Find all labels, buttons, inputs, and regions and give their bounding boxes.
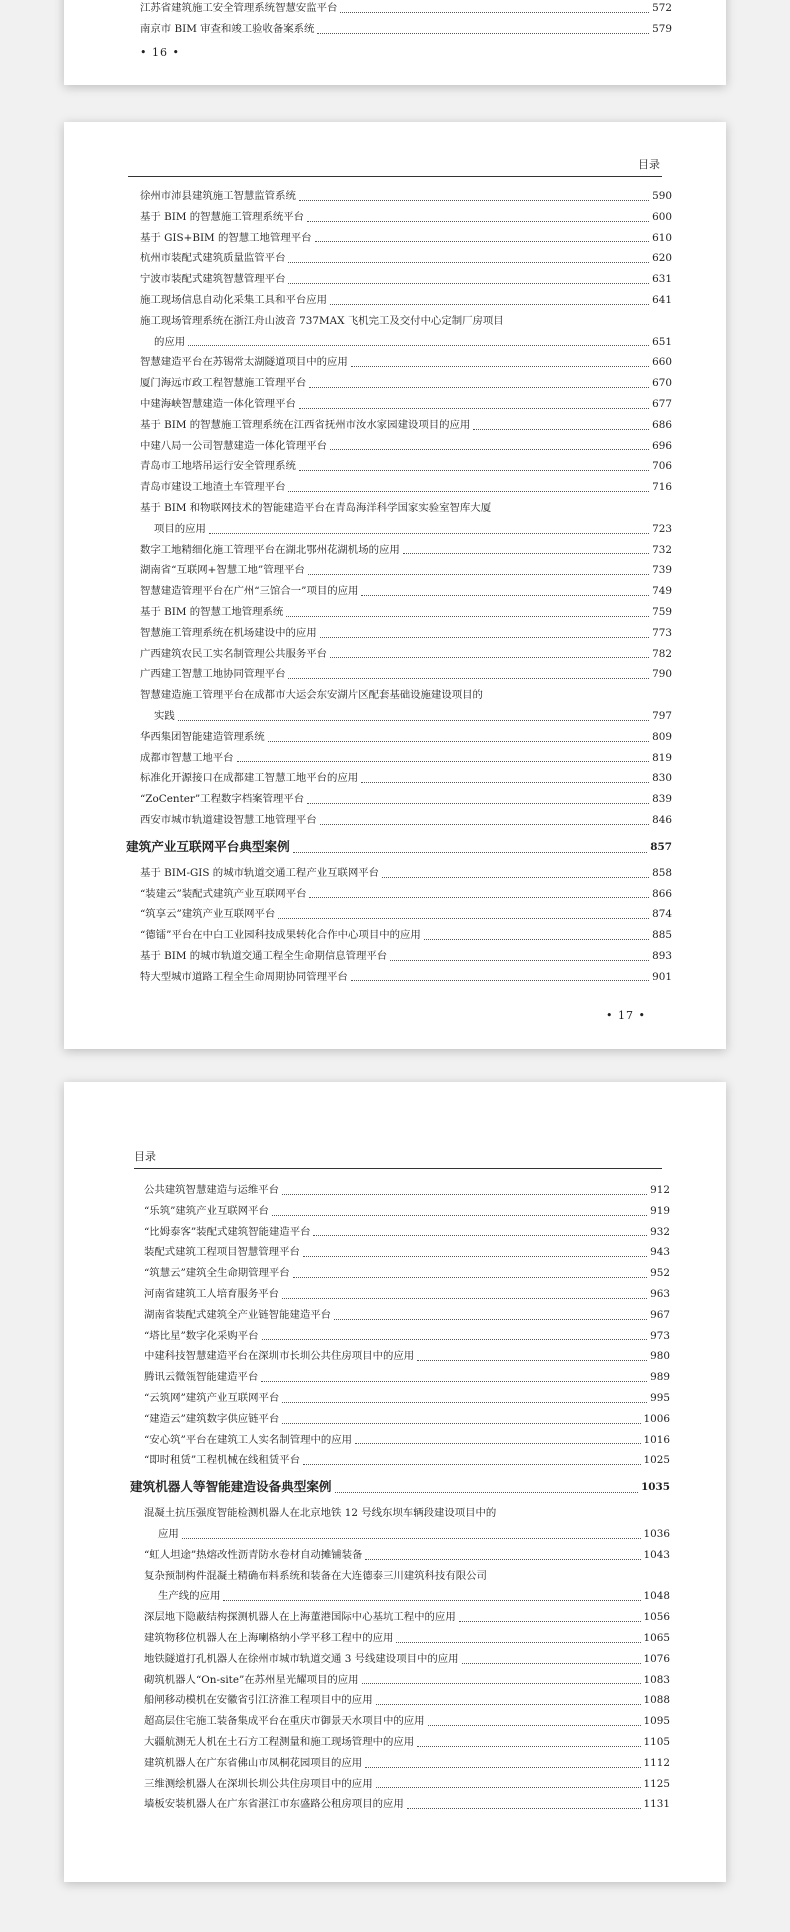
toc-entry-title: 应用	[158, 1527, 179, 1540]
dot-leader	[417, 1360, 647, 1361]
toc-entry	[140, 394, 672, 415]
toc-entry-title: 墙板安装机器人在广东省湛江市东盛路公租房项目的应用	[144, 1798, 404, 1811]
toc-entry-title: 建筑机器人等智能建造设备典型案例	[130, 1479, 332, 1495]
dot-leader	[355, 1443, 641, 1444]
toc-entry	[144, 1180, 670, 1201]
dot-leader	[361, 595, 649, 596]
toc-entry-title: 徐州市沛县建筑施工智慧监管系统	[140, 190, 296, 202]
toc-entry	[140, 727, 672, 748]
toc-entry	[144, 1242, 670, 1263]
toc-entry-page: 1112	[643, 1756, 670, 1769]
toc-entry	[144, 1409, 670, 1430]
toc-entry-title: 基于 BIM 的城市轨道交通工程全生命期信息管理平台	[140, 949, 388, 962]
dot-leader	[309, 897, 649, 898]
toc-page-16	[64, 0, 726, 85]
toc-entry-title: 数字工地精细化施工管理平台在湖北鄂州花湖机场的应用	[140, 543, 400, 556]
toc-entry-page: 973	[650, 1329, 670, 1342]
toc-entry-title: 装配式建筑工程项目智慧管理平台	[144, 1246, 300, 1259]
toc-entry	[144, 1794, 670, 1815]
toc-entry-title: 成都市智慧工地平台	[140, 751, 234, 764]
toc-entry	[140, 498, 672, 519]
dot-leader	[282, 1194, 647, 1195]
dot-leader	[351, 366, 649, 367]
dot-leader	[178, 720, 649, 721]
toc-entry	[144, 1388, 670, 1409]
toc-entry-title: “比姆泰客”装配式建筑智能建造平台	[144, 1225, 311, 1238]
toc-entry-page: 846	[652, 813, 672, 826]
toc-entry-title: 基于 BIM 的智慧施工管理系统平台	[140, 210, 305, 223]
toc-entry-title: 广西建筑农民工实名制管理公共服务平台	[140, 647, 328, 660]
toc-entry	[144, 1503, 670, 1524]
dot-leader	[351, 980, 649, 981]
toc-entry-title: “乐筑”建筑产业互联网平台	[144, 1204, 269, 1217]
toc-entry-title: “ZoCenter”工程数字档案管理平台	[140, 793, 305, 806]
toc-entry-title: “虹人坦途”热熔改性沥青防水卷材自动摊铺装备	[144, 1548, 363, 1561]
dot-leader	[237, 761, 650, 762]
toc-entry-page: 1105	[643, 1735, 670, 1748]
toc-entry-title: 中建海峡智慧建造一体化管理平台	[140, 397, 296, 410]
toc-entry-page: 963	[650, 1287, 670, 1300]
toc-entry-page: 995	[650, 1391, 670, 1404]
dot-leader	[182, 1538, 641, 1539]
toc-entry	[144, 1284, 670, 1305]
dot-leader	[188, 345, 649, 346]
toc-entry-page: 1125	[643, 1777, 670, 1790]
dot-leader	[320, 637, 650, 638]
toc-entry-page: 1088	[643, 1694, 670, 1707]
toc-entry-title: 大疆航测无人机在土石方工程测量和施工现场管理中的应用	[144, 1735, 415, 1748]
toc-entry-page: 773	[652, 626, 672, 639]
dot-leader	[278, 918, 649, 919]
dot-leader	[313, 1235, 647, 1236]
dot-leader	[288, 262, 649, 263]
toc-entry-title: 实践	[154, 709, 175, 722]
dot-leader	[282, 1423, 640, 1424]
toc-entry-page: 1131	[643, 1798, 670, 1811]
toc-entry-title: 基于 BIM 的智慧工地管理系统	[140, 605, 284, 618]
toc-entry	[140, 685, 672, 706]
toc-entry-title: 特大型城市道路工程全生命周期协同管理平台	[140, 970, 348, 983]
toc-entry-page: 790	[652, 668, 672, 681]
dot-leader	[340, 12, 649, 13]
toc-entry-page: 858	[652, 866, 672, 879]
toc-entry-page: 912	[650, 1184, 670, 1196]
dot-leader	[403, 553, 649, 554]
toc-entry-title: 江苏省建筑施工安全管理系统智慧安监平台	[140, 2, 338, 14]
toc-entry-title: 湖南省装配式建筑全产业链智能建造平台	[144, 1308, 332, 1321]
running-header: 目录	[638, 158, 660, 171]
toc-entry	[140, 352, 672, 373]
toc-entry-page: 706	[652, 460, 672, 473]
toc-entry-page: 1065	[643, 1631, 670, 1644]
toc-entry	[140, 768, 672, 789]
dot-leader	[223, 1600, 640, 1601]
toc-entry	[144, 1222, 670, 1243]
toc-entry-title: 腾讯云微瓴智能建造平台	[144, 1371, 259, 1384]
toc-entry-title: 船闸移动模机在安徽省引江济淮工程项目中的应用	[144, 1694, 373, 1707]
toc-entry-title: 基于 BIM-GIS 的城市轨道交通工程产业互联网平台	[140, 866, 380, 879]
dot-leader	[288, 491, 649, 492]
toc-entry	[144, 1545, 670, 1566]
toc-entry-title: 智慧建造平台在苏锡常太湖隧道项目中的应用	[140, 356, 348, 369]
toc-entry	[140, 664, 672, 685]
toc-entry-title: 广西建工智慧工地协同管理平台	[140, 668, 286, 681]
dot-leader	[282, 1402, 647, 1403]
toc-entry-title: 建筑产业互联网平台典型案例	[126, 838, 290, 854]
toc-entry-page: 866	[652, 887, 672, 900]
toc-entry-page: 989	[650, 1371, 670, 1384]
toc-entry-page: 1048	[643, 1590, 670, 1603]
dot-leader	[396, 1642, 640, 1643]
toc-entry-page: 600	[652, 210, 672, 223]
toc-entry-title: 砌筑机器人“On-site”在苏州星光耀项目的应用	[144, 1673, 359, 1686]
toc-entry-page: 610	[652, 231, 672, 244]
toc-section-heading	[126, 833, 672, 861]
toc-entry-page: 919	[650, 1204, 670, 1217]
dot-leader	[307, 221, 649, 222]
toc-entry-page: 579	[652, 22, 672, 35]
toc-entry	[140, 789, 672, 810]
toc-entry-page: 1036	[643, 1527, 670, 1540]
dot-leader	[330, 657, 649, 658]
toc-entry-title: 超高层住宅施工装备集成平台在重庆市御景天水项目中的应用	[144, 1715, 425, 1728]
toc-entry-page: 686	[652, 418, 672, 431]
toc-entry	[144, 1450, 670, 1471]
toc-entry-page: 716	[652, 481, 672, 494]
dot-leader	[303, 1256, 647, 1257]
dot-leader	[308, 574, 649, 575]
toc-entry-page: 809	[652, 730, 672, 743]
toc-entry-page: 839	[652, 793, 672, 806]
dot-leader	[309, 387, 649, 388]
dot-leader	[462, 1663, 641, 1664]
toc-entry-title: 南京市 BIM 审查和竣工验收备案系统	[140, 22, 315, 35]
toc-entry	[144, 1263, 670, 1284]
header-rule	[134, 1168, 662, 1169]
toc-entry-title: 杭州市装配式建筑质量监管平台	[140, 252, 286, 265]
dot-leader	[417, 1746, 640, 1747]
toc-entry-page: 980	[650, 1350, 670, 1363]
toc-entry-page: 901	[652, 970, 672, 983]
toc-entry	[144, 1690, 670, 1711]
toc-entry-page: 1025	[643, 1454, 670, 1467]
toc-entry	[140, 925, 672, 946]
toc-entry-page: 797	[652, 709, 672, 722]
toc-entry	[140, 560, 672, 581]
toc-entry	[144, 1524, 670, 1545]
toc-entry	[140, 0, 672, 19]
toc-entry-page: 932	[650, 1225, 670, 1238]
toc-entry	[144, 1711, 670, 1732]
toc-entry-page: 1035	[641, 1481, 670, 1494]
dot-leader	[459, 1621, 641, 1622]
toc-entry-page: 857	[650, 840, 672, 853]
toc-list	[140, 0, 672, 40]
toc-entry	[140, 581, 672, 602]
toc-entry-page: 819	[652, 751, 672, 764]
toc-entry-page: 967	[650, 1308, 670, 1321]
toc-entry-page: 732	[652, 543, 672, 556]
toc-entry-page: 1006	[643, 1412, 670, 1425]
dot-leader	[282, 1298, 647, 1299]
toc-entry-title: 华西集团智能建造管理系统	[140, 730, 265, 743]
dot-leader	[303, 1464, 640, 1465]
toc-entry	[144, 1670, 670, 1691]
dot-leader	[272, 1215, 647, 1216]
dot-leader	[307, 803, 649, 804]
toc-entry	[140, 19, 672, 40]
dot-leader	[317, 33, 649, 34]
dot-leader	[330, 304, 649, 305]
toc-entry-page: 759	[652, 605, 672, 618]
toc-entry	[144, 1346, 670, 1367]
toc-entry-page: 885	[652, 929, 672, 942]
toc-entry-title: 生产线的应用	[158, 1590, 221, 1603]
toc-entry-title: 智慧建造施工管理平台在成都市大运会东安湖片区配套基础设施建设项目的	[140, 689, 483, 702]
toc-entry-title: “筑慧云”建筑全生命期管理平台	[144, 1267, 290, 1280]
toc-list	[130, 1180, 670, 1815]
toc-entry	[144, 1305, 670, 1326]
toc-entry-title: “云筑网”建筑产业互联网平台	[144, 1391, 280, 1404]
toc-entry-title: 深层地下隐蔽结构探测机器人在上海董港国际中心基坑工程中的应用	[144, 1611, 456, 1624]
toc-entry-title: 河南省建筑工人培育服务平台	[144, 1287, 280, 1300]
dot-leader	[330, 449, 649, 450]
dot-leader	[335, 1492, 639, 1493]
toc-entry-title: 复杂预制构件混凝土精确布料系统和装备在大连德泰三川建筑科技有限公司	[144, 1569, 487, 1582]
toc-entry	[144, 1367, 670, 1388]
toc-page-17	[64, 122, 726, 1049]
dot-leader	[382, 877, 649, 878]
dot-leader	[288, 283, 649, 284]
toc-entry-page: 893	[652, 949, 672, 962]
dot-leader	[288, 678, 649, 679]
toc-entry	[140, 207, 672, 228]
toc-entry-page: 670	[652, 377, 672, 390]
toc-entry-title: 混凝土抗压强度智能检测机器人在北京地铁 12 号线东坝车辆段建设项目中的	[144, 1507, 497, 1520]
toc-entry	[140, 644, 672, 665]
dot-leader	[334, 1319, 647, 1320]
toc-entry-page: 641	[652, 293, 672, 306]
toc-entry-page: 620	[652, 252, 672, 265]
toc-entry	[140, 477, 672, 498]
toc-entry-page: 1056	[643, 1611, 670, 1624]
toc-entry-page: 830	[652, 772, 672, 785]
toc-entry-title: 青岛市建设工地渣土车管理平台	[140, 481, 286, 494]
toc-entry	[140, 290, 672, 311]
toc-entry-page: 696	[652, 439, 672, 452]
toc-entry	[140, 602, 672, 623]
toc-entry-title: “建造云”建筑数字供应链平台	[144, 1412, 280, 1425]
toc-entry-title: 中建八局一公司智慧建造一体化管理平台	[140, 439, 328, 452]
dot-leader	[262, 1339, 648, 1340]
toc-entry	[140, 946, 672, 967]
toc-section-heading	[130, 1473, 670, 1501]
toc-page-18	[64, 1082, 726, 1882]
toc-entry-page: 1016	[643, 1433, 670, 1446]
toc-entry-title: 中建科技智慧建造平台在深圳市长圳公共住房项目中的应用	[144, 1350, 415, 1363]
toc-entry	[140, 904, 672, 925]
dot-leader	[299, 200, 649, 201]
dot-leader	[361, 782, 649, 783]
toc-entry-title: 标准化开源接口在成都建工智慧工地平台的应用	[140, 772, 359, 785]
dot-leader	[315, 241, 650, 242]
toc-entry	[140, 863, 672, 884]
dot-leader	[299, 470, 649, 471]
dot-leader	[261, 1381, 647, 1382]
toc-entry	[144, 1586, 670, 1607]
toc-entry-page: 723	[652, 522, 672, 535]
dot-leader	[473, 429, 649, 430]
toc-entry	[144, 1732, 670, 1753]
toc-entry	[144, 1566, 670, 1587]
toc-entry-title: 基于 GIS+BIM 的智慧工地管理平台	[140, 231, 312, 244]
toc-entry-title: 厦门海远市政工程智慧施工管理平台	[140, 377, 307, 390]
toc-entry-title: “德镭”平台在中白工业园科技成果转化合作中心项目中的应用	[140, 929, 421, 942]
toc-entry-page: 631	[652, 273, 672, 286]
dot-leader	[286, 616, 649, 617]
dot-leader	[320, 824, 650, 825]
dot-leader	[390, 960, 649, 961]
toc-entry	[144, 1326, 670, 1347]
toc-entry	[140, 436, 672, 457]
toc-entry-title: 建筑物移位机器人在上海喇格纳小学平移工程中的应用	[144, 1631, 394, 1644]
toc-entry-title: 西安市城市轨道建设智慧工地管理平台	[140, 813, 317, 826]
toc-entry-page: 590	[652, 190, 672, 202]
toc-entry-page: 572	[652, 2, 672, 14]
toc-entry	[140, 456, 672, 477]
toc-entry-title: 湖南省“互联网+智慧工地”管理平台	[140, 564, 305, 577]
dot-leader	[376, 1704, 641, 1705]
toc-entry-page: 739	[652, 564, 672, 577]
toc-entry	[144, 1607, 670, 1628]
toc-entry-page: 651	[652, 335, 672, 348]
toc-entry	[140, 311, 672, 332]
dot-leader	[407, 1808, 641, 1809]
dot-leader	[428, 1725, 641, 1726]
toc-entry	[140, 706, 672, 727]
dot-leader	[209, 533, 649, 534]
toc-entry-page: 1095	[643, 1715, 670, 1728]
dot-leader	[376, 1787, 641, 1788]
toc-entry-title: 公共建筑智慧建造与运维平台	[144, 1184, 280, 1196]
header-rule	[128, 176, 662, 177]
dot-leader	[365, 1767, 640, 1768]
toc-entry	[140, 540, 672, 561]
toc-entry-title: 的应用	[154, 335, 186, 348]
toc-entry	[140, 248, 672, 269]
toc-entry	[140, 228, 672, 249]
toc-list	[126, 186, 672, 987]
dot-leader	[293, 852, 648, 853]
toc-entry-page: 1043	[643, 1548, 670, 1561]
toc-entry	[140, 415, 672, 436]
toc-entry-page: 660	[652, 356, 672, 369]
toc-entry-title: “塔比星”数字化采购平台	[144, 1329, 259, 1342]
toc-entry-title: 三维测绘机器人在深圳长圳公共住房项目中的应用	[144, 1777, 373, 1790]
toc-entry	[144, 1649, 670, 1670]
toc-entry-title: 基于 BIM 和物联网技术的智能建造平台在青岛海洋科学国家实验室智库大厦	[140, 501, 492, 514]
toc-entry	[140, 884, 672, 905]
toc-entry	[140, 623, 672, 644]
toc-entry	[144, 1774, 670, 1795]
dot-leader	[299, 408, 649, 409]
dot-leader	[362, 1683, 641, 1684]
page-number: • 17 •	[606, 1009, 646, 1022]
toc-entry	[144, 1430, 670, 1451]
dot-leader	[424, 939, 649, 940]
running-header: 目录	[134, 1150, 156, 1163]
toc-entry-title: 施工现场管理系统在浙江舟山波音 737MAX 飞机完工及交付中心定制厂房项目	[140, 314, 504, 327]
toc-entry-title: 青岛市工地塔吊运行安全管理系统	[140, 460, 296, 473]
toc-entry-title: 施工现场信息自动化采集工具和平台应用	[140, 293, 328, 306]
toc-entry	[140, 332, 672, 353]
dot-leader	[293, 1277, 647, 1278]
toc-entry-title: 宁波市装配式建筑智慧管理平台	[140, 273, 286, 286]
toc-entry	[140, 373, 672, 394]
toc-entry-title: “即时租赁”工程机械在线租赁平台	[144, 1454, 301, 1467]
toc-entry-page: 943	[650, 1246, 670, 1259]
toc-entry-title: 项目的应用	[154, 522, 206, 535]
toc-entry-page: 677	[652, 397, 672, 410]
toc-entry	[140, 810, 672, 831]
toc-entry-page: 782	[652, 647, 672, 660]
toc-entry	[140, 186, 672, 207]
toc-entry-title: 基于 BIM 的智慧施工管理系统在江西省抚州市汝水家园建设项目的应用	[140, 418, 471, 431]
dot-leader	[268, 741, 649, 742]
toc-entry-page: 952	[650, 1267, 670, 1280]
toc-entry-page: 1083	[643, 1673, 670, 1686]
toc-entry	[144, 1753, 670, 1774]
dot-leader	[365, 1559, 640, 1560]
toc-entry-title: 智慧施工管理系统在机场建设中的应用	[140, 626, 317, 639]
toc-entry	[144, 1201, 670, 1222]
toc-entry	[140, 967, 672, 988]
toc-entry-title: “筑享云”建筑产业互联网平台	[140, 908, 276, 921]
toc-entry-page: 749	[652, 585, 672, 598]
toc-entry-title: 地铁隧道打孔机器人在徐州市城市轨道交通 3 号线建设项目中的应用	[144, 1652, 459, 1665]
toc-entry-title: 智慧建造管理平台在广州“三馆合一”项目的应用	[140, 585, 359, 598]
toc-entry-title: “装建云”装配式建筑产业互联网平台	[140, 887, 307, 900]
page-number: • 16 •	[140, 46, 180, 59]
toc-entry	[144, 1628, 670, 1649]
toc-entry	[140, 519, 672, 540]
toc-entry	[140, 269, 672, 290]
toc-entry-title: “安心筑”平台在建筑工人实名制管理中的应用	[144, 1433, 353, 1446]
toc-entry-title: 建筑机器人在广东省佛山市凤桐花园项目的应用	[144, 1756, 363, 1769]
toc-entry	[140, 748, 672, 769]
toc-entry-page: 874	[652, 908, 672, 921]
toc-entry-page: 1076	[643, 1652, 670, 1665]
